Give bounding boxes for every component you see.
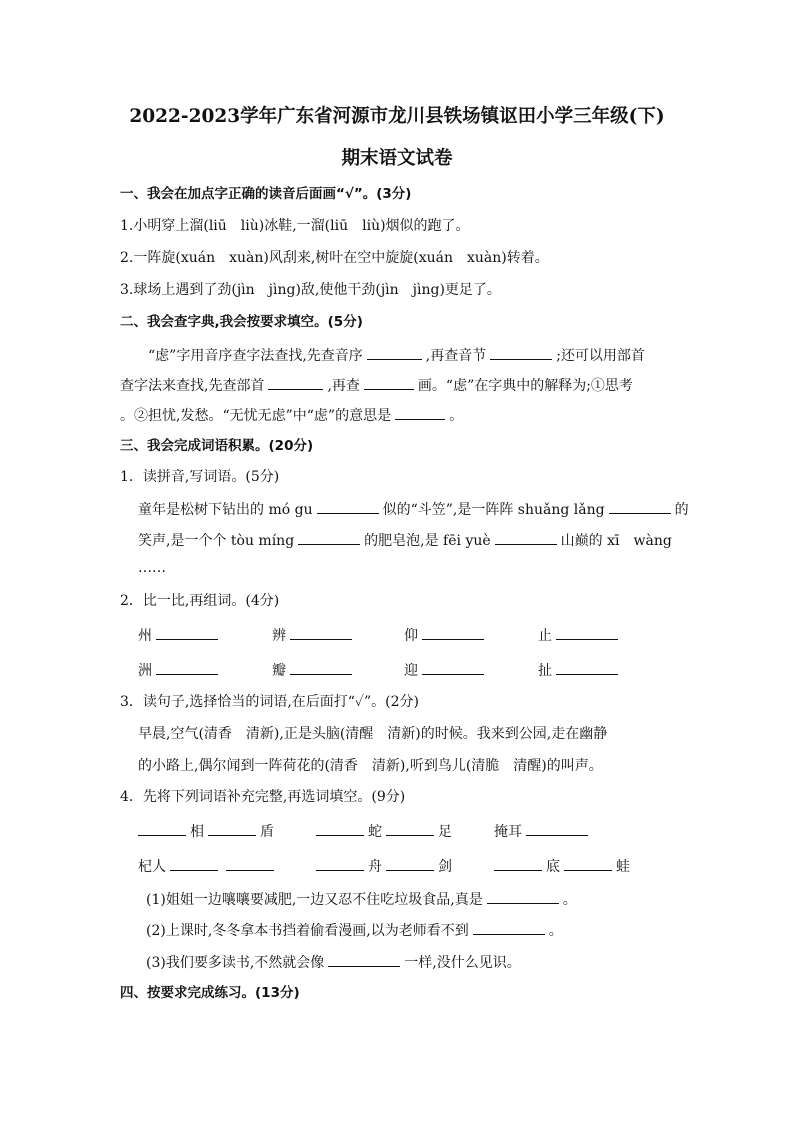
- section-4-heading: 四、按要求完成练习。(13分): [120, 985, 300, 1001]
- sec1-question-2: 2.一阵旋(xuán xuàn)风刮来,树叶在空中旋旋(xuán xuàn)转着。: [120, 250, 549, 266]
- sec1-question-3: 3.球场上遇到了劲(jìn jìng)敌,使他干劲(jìn jìng)更足了。: [120, 282, 501, 298]
- answer-blank[interactable]: [170, 855, 218, 871]
- sec3-q2-title: 2．比一比,再组词。(4分): [120, 593, 280, 609]
- answer-blank[interactable]: [487, 888, 559, 904]
- sec3-q4-sentence-2: (2)上课时,冬冬拿本书挡着偷看漫画,以为老师看不到 。: [146, 919, 563, 941]
- answer-blank[interactable]: [317, 498, 379, 514]
- char-item: 洲: [138, 659, 222, 681]
- answer-blank[interactable]: [422, 624, 484, 640]
- idiom-item: 底 蛙: [490, 855, 630, 877]
- answer-blank[interactable]: [609, 498, 671, 514]
- sec3-q3-line-2: 的小路上,偶尔闻到一阵荷花的(清香 清新),听到鸟儿(清脆 清醒)的叫声。: [138, 758, 603, 774]
- answer-blank[interactable]: [495, 529, 557, 545]
- answer-blank[interactable]: [290, 659, 352, 675]
- sec3-q3-title: 3．读句子,选择恰当的词语,在后面打“✓”。(2分): [120, 694, 419, 710]
- sec1-question-1: 1.小明穿上溜(liū liù)冰鞋,一溜(liū liù)烟似的跑了。: [120, 218, 470, 234]
- char-item: 止: [538, 624, 622, 646]
- sec2-line-3: 。②担忧,发愁。“无忧无虑”中“虑”的意思是 。: [120, 404, 463, 426]
- page-subtitle: 期末语文试卷: [341, 148, 453, 169]
- section-1-heading: 一、我会在加点字正确的读音后面画“√”。(3分): [120, 186, 412, 202]
- char-item: 扯: [538, 659, 622, 681]
- idiom-item: 舟 剑: [312, 855, 452, 877]
- sec3-q4-title: 4．先将下列词语补充完整,再选词填空。(9分): [120, 789, 406, 805]
- answer-blank[interactable]: [156, 624, 218, 640]
- idiom-item: 掩耳: [494, 820, 592, 842]
- sec3-q3-line-1: 早晨,空气(清香 清新),正是头脑(清醒 清新)的时候。我来到公园,走在幽静: [138, 726, 608, 742]
- answer-blank[interactable]: [556, 624, 618, 640]
- answer-blank[interactable]: [367, 344, 422, 360]
- answer-blank[interactable]: [564, 855, 612, 871]
- answer-blank[interactable]: [473, 919, 545, 935]
- idiom-item: 杞人: [138, 855, 278, 877]
- sec2-line-1: “虑”字用音序查字法查找,先查音序 ,再查音节 ;还可以用部首: [148, 344, 645, 366]
- section-3-heading: 三、我会完成词语积累。(20分): [120, 438, 314, 454]
- page-title: 2022-2023学年广东省河源市龙川县铁场镇讴田小学三年级(下): [129, 106, 665, 127]
- answer-blank[interactable]: [268, 374, 323, 390]
- idiom-item: 相 盾: [134, 820, 274, 842]
- answer-blank[interactable]: [316, 820, 364, 836]
- answer-blank[interactable]: [395, 404, 445, 420]
- answer-blank[interactable]: [386, 855, 434, 871]
- answer-blank[interactable]: [316, 855, 364, 871]
- answer-blank[interactable]: [138, 820, 186, 836]
- sec2-line-2: 查字法来查找,先查部首 ,再查 画。“虑”在字典中的解释为;①思考: [120, 374, 633, 396]
- idiom-item: 蛇 足: [312, 820, 452, 842]
- char-item: 州: [138, 624, 222, 646]
- answer-blank[interactable]: [328, 951, 400, 967]
- answer-blank[interactable]: [494, 855, 542, 871]
- answer-blank[interactable]: [208, 820, 256, 836]
- answer-blank[interactable]: [422, 659, 484, 675]
- sec3-q1-line-1: 童年是松树下钻出的 mó gu 似的“斗笠”,是一阵阵 shuǎng lǎng 的: [138, 498, 689, 520]
- answer-blank[interactable]: [298, 529, 360, 545]
- sec3-q1-title: 1．读拼音,写词语。(5分): [120, 469, 280, 485]
- answer-blank[interactable]: [526, 820, 588, 836]
- answer-blank[interactable]: [226, 855, 274, 871]
- answer-blank[interactable]: [386, 820, 434, 836]
- sec3-q4-sentence-1: (1)姐姐一边嚷嚷要减肥,一边又忍不住吃垃圾食品,真是 。: [146, 888, 577, 910]
- sec3-q1-line-3: ……: [138, 560, 166, 576]
- char-item: 迎: [404, 659, 488, 681]
- answer-blank[interactable]: [364, 374, 414, 390]
- answer-blank[interactable]: [490, 344, 552, 360]
- sec3-q1-line-2: 笑声,是一个个 tòu míng 的肥皂泡,是 fēi yuè 山巅的 xī wàng: [138, 529, 672, 551]
- char-item: 仰: [404, 624, 488, 646]
- answer-blank[interactable]: [156, 659, 218, 675]
- char-item: 瓣: [272, 659, 356, 681]
- sec3-q4-sentence-3: (3)我们要多读书,不然就会像 一样,没什么见识。: [146, 951, 521, 973]
- answer-blank[interactable]: [556, 659, 618, 675]
- section-2-heading: 二、我会查字典,我会按要求填空。(5分): [120, 314, 363, 330]
- char-item: 辨: [272, 624, 356, 646]
- answer-blank[interactable]: [290, 624, 352, 640]
